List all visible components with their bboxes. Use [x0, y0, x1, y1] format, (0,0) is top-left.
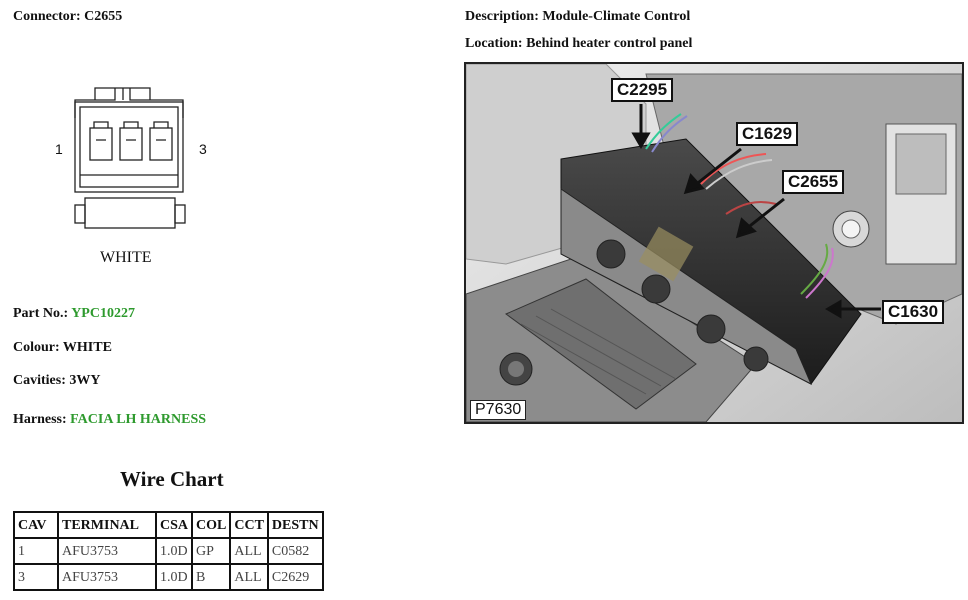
callout-c1630[interactable]: C1630	[882, 300, 944, 324]
connector-colour-caption: WHITE	[100, 249, 152, 266]
destn-cell[interactable]: C2629	[268, 564, 323, 590]
col-destn-header: DESTN	[268, 512, 323, 538]
terminal-cell: AFU3753	[58, 564, 156, 590]
description-value: Module-Climate Control	[542, 9, 691, 24]
pin-3-label: 3	[199, 141, 207, 157]
colour-value: WHITE	[62, 340, 112, 355]
connector-line	[13, 9, 122, 25]
description-line	[465, 9, 690, 25]
csa-cell: 1.0D	[156, 564, 192, 590]
callout-c2655[interactable]: C2655	[782, 170, 844, 194]
connector-label: Connector:	[13, 9, 81, 24]
col-cell: B	[192, 564, 230, 590]
connector-value: C2655	[84, 9, 123, 24]
table-row	[14, 538, 323, 564]
location-photo	[464, 62, 964, 424]
location-line	[465, 36, 692, 52]
colour-label: Colour:	[13, 340, 60, 355]
callout-c1629[interactable]: C1629	[736, 122, 798, 146]
harness-label: Harness:	[13, 412, 67, 427]
callout-c2295[interactable]: C2295	[611, 78, 673, 102]
cct-cell: ALL	[230, 564, 268, 590]
part-no-line	[13, 306, 135, 322]
cav-cell: 1	[14, 538, 58, 564]
col-csa-header: CSA	[156, 512, 192, 538]
wire-chart-title: Wire Chart	[120, 467, 224, 491]
csa-cell: 1.0D	[156, 538, 192, 564]
harness-value[interactable]: FACIA LH HARNESS	[70, 412, 207, 427]
cavities-label: Cavities:	[13, 373, 66, 388]
part-no-value[interactable]: YPC10227	[71, 306, 135, 321]
table-header-row	[14, 512, 323, 538]
wire-chart-table	[13, 511, 324, 591]
col-cav-header: CAV	[14, 512, 58, 538]
cct-cell: ALL	[230, 538, 268, 564]
photo-id-label: P7630	[470, 400, 526, 420]
terminal-cell: AFU3753	[58, 538, 156, 564]
connector-diagram	[40, 70, 220, 275]
pin-1-label: 1	[55, 141, 63, 157]
location-label: Location:	[465, 36, 523, 51]
table-row	[14, 564, 323, 590]
location-value: Behind heater control panel	[526, 36, 693, 51]
harness-line	[13, 412, 206, 428]
cav-cell: 3	[14, 564, 58, 590]
cavities-line	[13, 373, 101, 389]
col-cct-header: CCT	[230, 512, 268, 538]
col-cell: GP	[192, 538, 230, 564]
colour-line	[13, 340, 112, 356]
col-terminal-header: TERMINAL	[58, 512, 156, 538]
cavities-value: 3WY	[69, 373, 101, 388]
description-label: Description:	[465, 9, 539, 24]
destn-cell[interactable]: C0582	[268, 538, 323, 564]
part-no-label: Part No.:	[13, 306, 69, 321]
col-col-header: COL	[192, 512, 230, 538]
